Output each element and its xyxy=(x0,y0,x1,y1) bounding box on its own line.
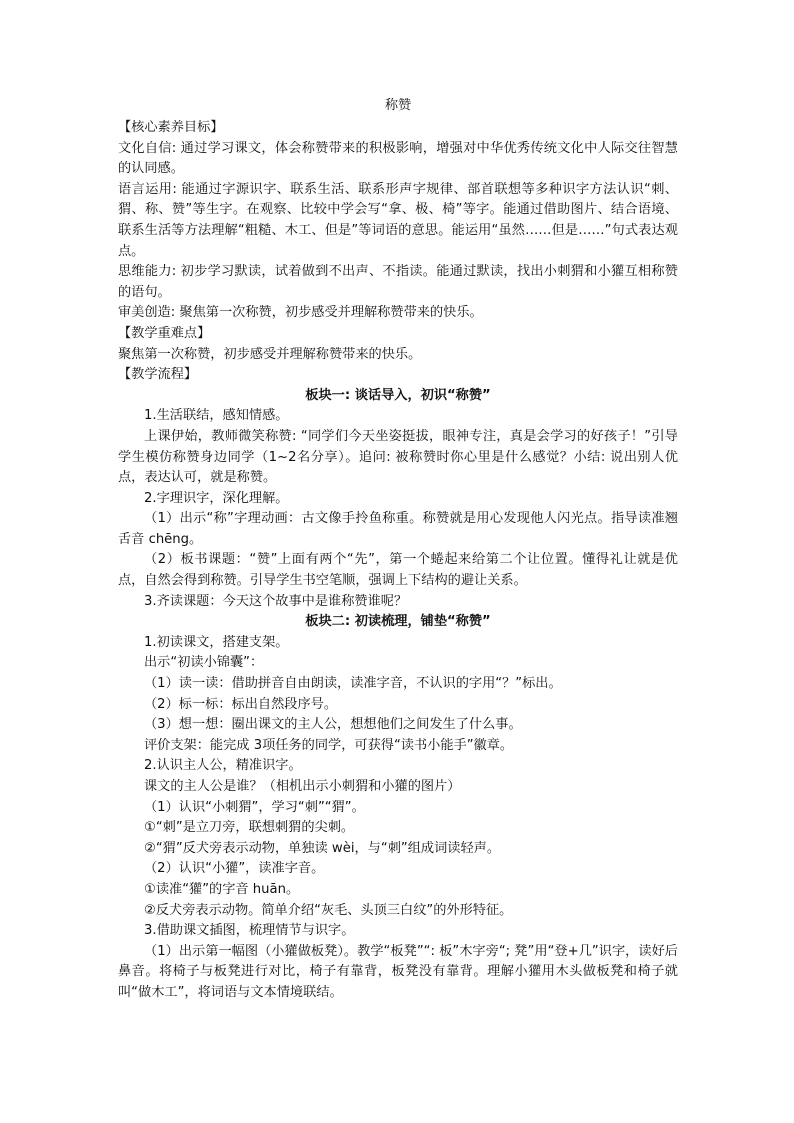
step-1-1-text: 上课伊始，教师微笑称赞: “同学们今天坐姿挺拔，眼神专注，真是会学习的好孩子！”引导学生模仿称赞身边同学（1~2名分享）。追问: 被称赞时你心里是什么感觉？小结: 说出别人优点，表达认可，就是称赞。 xyxy=(118,428,678,486)
step-2-2a: （1）认识“小刺猬”，学习“刺”“猬”。 xyxy=(144,799,365,815)
step-2-1: 1.初读课文，搭建支架。 xyxy=(144,634,289,650)
step-2-1-eval: 评价支架：能完成 3项任务的同学，可获得“读书小能手”徽章。 xyxy=(144,737,514,753)
goal-thinking: 思维能力: 初步学习默读，试着做到不出声、不指读。能通过默读，找出小刺猬和小獾互相称赞的语句。 xyxy=(118,264,678,300)
goal-aesthetic: 审美创造: 聚焦第一次称赞，初步感受并理解称赞带来的快乐。 xyxy=(118,305,483,321)
step-1-1: 1.生活联结，感知情感。 xyxy=(144,408,289,424)
block1-title: 板块一: 谈话导入，初识“称赞” xyxy=(305,387,491,403)
heading-process: 【教学流程】 xyxy=(118,367,198,383)
step-2-3a: （1）出示第一幅图（小獾做板凳）。教学“板凳”“: 板”木字旁“; 凳”用“登+几”识字，读好后鼻音。将椅子与板凳进行对比，椅子有靠背，板凳没有靠背。理解小獾用木头做板凳和椅子就叫“做木工”，将词语与文本情境联结。 xyxy=(118,943,678,1000)
goal-culture: 文化自信: 通过学习课文，体会称赞带来的积极影响，增强对中华优秀传统文化中人际交往智慧的认同感。 xyxy=(118,140,678,177)
step-1-2a: （1）出示“称”字理动画：古文像手拎鱼称重。称赞就是用心发现他人闪光点。指导读准翘舌音 chēng。 xyxy=(118,511,678,547)
goal-language: 语言运用: 能通过字源识字、联系生活、联系形声字规律、部首联想等多种识字方法认识“刺、猬、称、赞”等生字。在观察、比较中学会写“拿、极、椅”等字。能通过借助图片、结合语境、联系生活等方法理解“粗糙、木工、但是”等词语的意思。能运用“虽然……但是……”句式表达观点。 xyxy=(118,181,678,259)
step-1-3: 3.齐读课题：今天这个故事中是谁称赞谁呢？ xyxy=(144,593,408,609)
step-2-1c: （3）想一想：圈出课文的主人公，想想他们之间发生了什么事。 xyxy=(144,717,522,733)
heading-goals: 【核心素养目标】 xyxy=(118,120,224,135)
step-2-1-show: 出示“初读小锦囊”： xyxy=(144,655,264,671)
step-2-2: 2.认识主人公，精准识字。 xyxy=(144,758,302,774)
step-2-3: 3.借助课文插图，梳理情节与识字。 xyxy=(144,923,355,939)
heading-focus: 【教学重难点】 xyxy=(118,325,211,341)
step-2-2b1: ①读准“獾”的字音 huān。 xyxy=(144,881,300,897)
step-2-2a2: ②“猬”反犬旁表示动物，单独读 wèi，与“刺”组成词读轻声。 xyxy=(144,840,501,856)
step-2-1a: （1）读一读：借助拼音自由朗读，读准字音，不认识的字用“？”标出。 xyxy=(144,676,562,692)
step-1-2: 2.字理识字，深化理解。 xyxy=(144,490,289,506)
focus-text: 聚焦第一次称赞，初步感受并理解称赞带来的快乐。 xyxy=(118,346,422,362)
block2-title: 板块二: 初读梳理，铺垫“称赞” xyxy=(305,614,491,630)
step-2-1b: （2）标一标：标出自然段序号。 xyxy=(144,696,338,712)
step-2-2b2: ②反犬旁表示动物。简单介绍“灰毛、头顶三白纹”的外形特征。 xyxy=(144,902,513,918)
page-title: 称赞 xyxy=(384,98,412,113)
document-page xyxy=(118,96,678,1004)
step-2-2b: （2）认识“小獾”，读准字音。 xyxy=(144,861,325,877)
step-1-2b: （2）板书课题：“赞”上面有两个“先”，第一个蜷起来给第二个让位置。懂得礼让就是优点，自然会得到称赞。引导学生书空笔顺，强调上下结构的避让关系。 xyxy=(118,552,678,589)
step-2-2a1: ①“刺”是立刀旁，联想刺猬的尖刺。 xyxy=(144,820,355,836)
step-2-2-question: 课文的主人公是谁？（相机出示小刺猬和小獾的图片） xyxy=(144,779,461,794)
